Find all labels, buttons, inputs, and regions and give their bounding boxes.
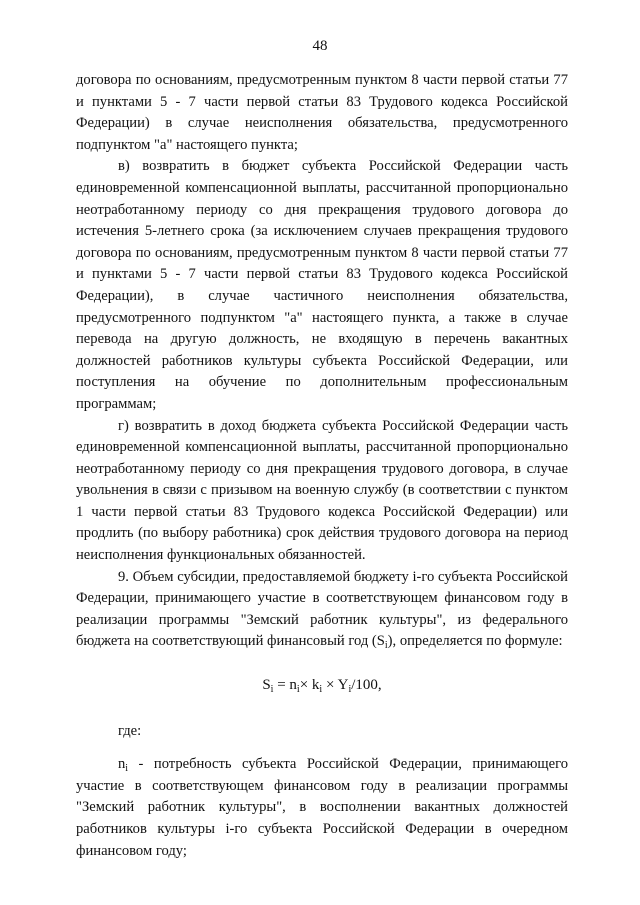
formula-times-y: × Y — [322, 677, 349, 694]
definition-n-i — [76, 754, 568, 862]
formula-tail: /100, — [351, 677, 382, 694]
formula-n-sub: i — [296, 684, 300, 696]
paragraph-item-9-end: ), определяется по формуле: — [387, 633, 563, 650]
paragraph-item-v: в) возвратить в бюджет субъекта Российской Федерации часть единовременной компенсационной выплаты, рассчитанной пропорционально неотработанному периоду со дня прекращения трудового договора до истечения 5-летнего срока (за исключением случаев прекращения трудового договора по основаниям, предусмотренным пунктом 8 части первой статьи 77 и пунктами 5 - 7 части первой статьи 83 Трудового кодекса Российской Федерации), в случае частичного неисполнения обязательства, предусмотренного подпунктом "а" настоящего пункта, а также в случае перевода на другую должность, не входящую в перечень вакантных должностей работников культуры субъекта Российской Федерации, или поступления на обучение по дополнительным профессиональным программам; — [76, 158, 568, 412]
where-label: где: — [118, 722, 142, 739]
formula-lhs-sub: i — [270, 684, 274, 696]
subscript-i: i — [384, 640, 388, 652]
variable-n-sub: i — [125, 763, 129, 775]
formula-eq: = n — [273, 677, 297, 694]
subsidy-formula — [76, 675, 568, 697]
formula-lhs: S — [262, 677, 271, 694]
document-body — [76, 70, 568, 862]
variable-n: n — [118, 756, 126, 773]
formula-k-sub: i — [319, 684, 323, 696]
formula-y-sub: i — [348, 684, 352, 696]
paragraph-continuation: договора по основаниям, предусмотренным пунктом 8 части первой статьи 77 и пунктами 5 - 7 части первой статьи 83 Трудового кодекса Российской Федерации) в случае неисполнения обязательства, предусмотренного подпунктом "а" настоящего пункта; — [76, 72, 568, 153]
formula-times-k: × k — [299, 677, 320, 694]
paragraph-item-9-main: 9. Объем субсидии, предоставляемой бюджету i-го субъекта Российской Федерации, принимающего участие в соответствующем финансовом году в реализации программы "Земский работник культуры", из федерального бюджета на соответствующий финансовый год (S — [76, 568, 568, 650]
definition-n-text: - потребность субъекта Российской Федерации, принимающего участие в соответствующем финансовом году в реализации программы "Земский работник культуры", в восполнении вакантных должностей работников культуры i-го субъекта Российской Федерации в очередном финансовом году; — [76, 756, 568, 859]
paragraph-item-g: г) возвратить в доход бюджета субъекта Российской Федерации часть единовременной компенсационной выплаты, рассчитанной пропорционально неотработанному периоду со дня прекращения трудового договора, в случае увольнения в связи с призывом на военную службу (в соответствии с пунктом 1 части первой статьи 83 Трудового кодекса Российской Федерации) или продлить (по выбору работника) срок действия трудового договора на период неисполнения функциональных обязанностей. — [76, 417, 568, 564]
page-number: 48 — [312, 38, 328, 54]
paragraph-item-9 — [76, 567, 568, 653]
